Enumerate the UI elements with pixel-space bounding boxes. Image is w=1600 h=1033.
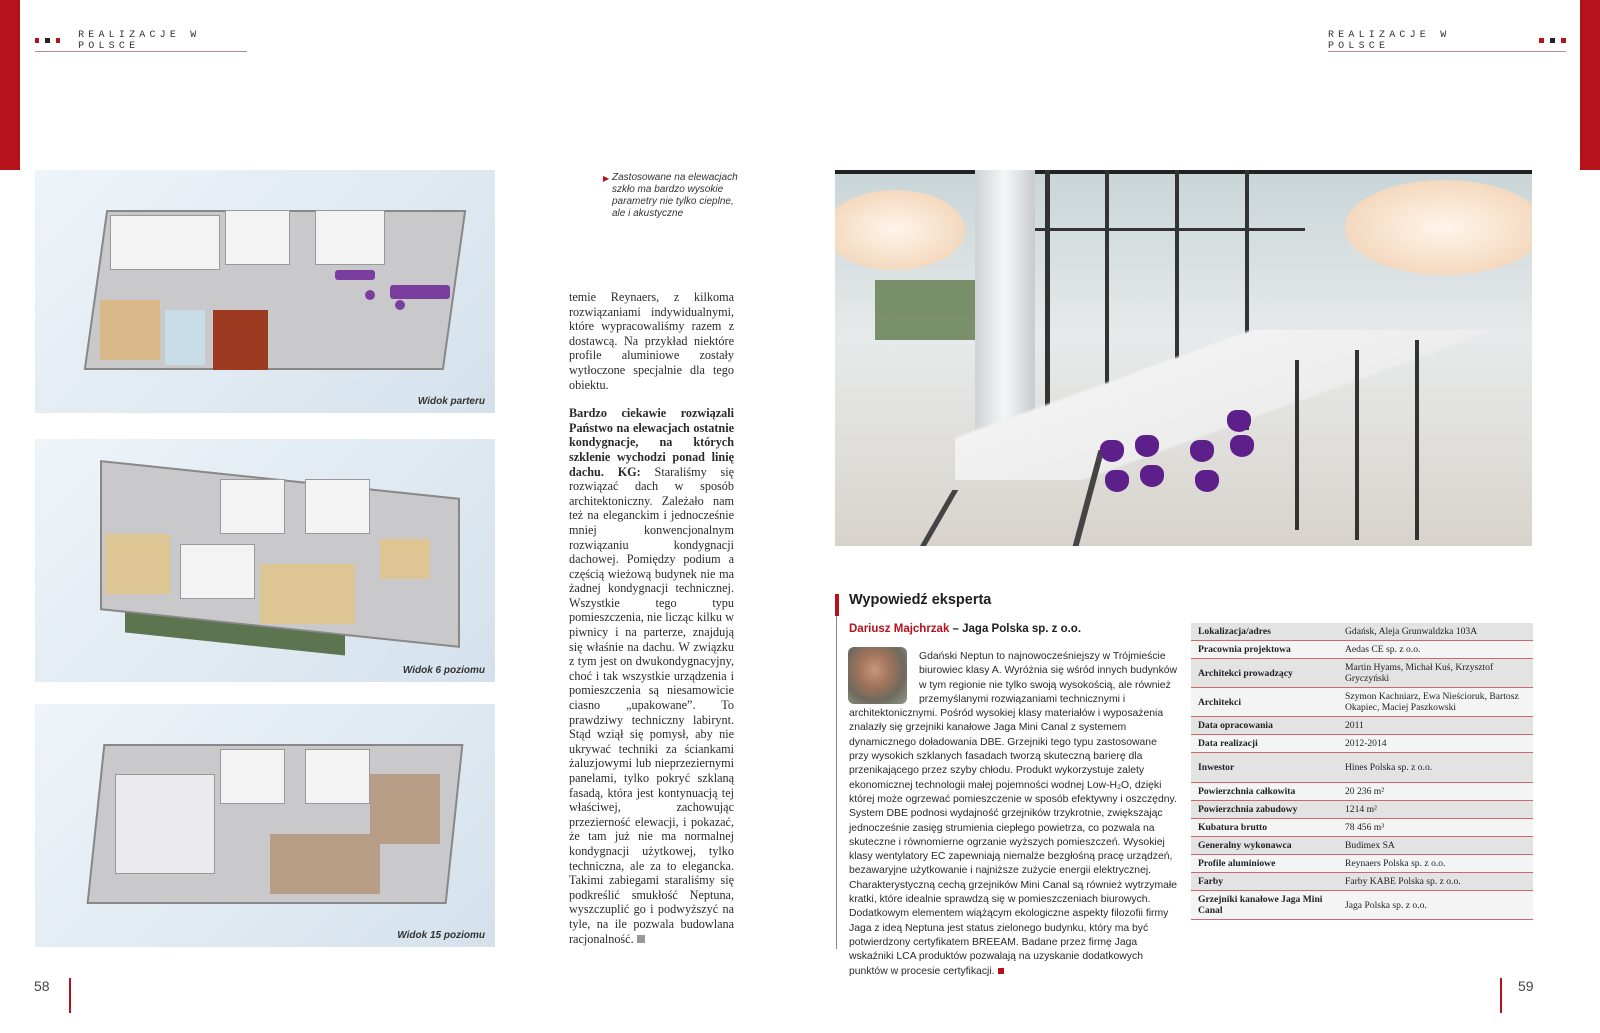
folio-rule bbox=[1500, 978, 1502, 1013]
table-row bbox=[1191, 753, 1533, 783]
plan-caption: Widok parteru bbox=[417, 396, 485, 407]
fact-label: Architekci bbox=[1191, 688, 1338, 717]
fact-value: 20 236 m² bbox=[1338, 783, 1533, 801]
fact-value: Farby KABE Polska sp. z o.o. bbox=[1338, 873, 1533, 891]
article-column bbox=[569, 290, 734, 960]
fact-label: Lokalizacja/adres bbox=[1191, 623, 1338, 641]
fact-label: Inwestor bbox=[1191, 753, 1338, 783]
fact-label: Kubatura brutto bbox=[1191, 819, 1338, 837]
article-qa bbox=[569, 406, 734, 946]
table-row bbox=[1191, 891, 1533, 920]
plan-caption: Widok 15 poziomu bbox=[397, 930, 485, 941]
table-row bbox=[1191, 855, 1533, 873]
table-row bbox=[1191, 819, 1533, 837]
triangle-bullet-icon: ▶ bbox=[603, 174, 610, 183]
fact-value: 1214 m² bbox=[1338, 801, 1533, 819]
project-facts-table bbox=[1191, 623, 1533, 920]
accent-bar bbox=[835, 594, 839, 616]
pull-quote bbox=[603, 172, 742, 220]
fact-label: Pracownia projektowa bbox=[1191, 641, 1338, 659]
expert-body bbox=[849, 650, 1179, 979]
expert-name: Dariusz Majchrzak bbox=[849, 623, 950, 635]
fact-value: 2011 bbox=[1338, 717, 1533, 735]
box-rule bbox=[836, 616, 837, 949]
left-page-red-tab bbox=[0, 0, 20, 170]
end-mark-icon bbox=[637, 935, 645, 943]
expert-byline bbox=[849, 623, 1081, 635]
fact-value: Szymon Kachniarz, Ewa Nieścioruk, Bartosz Okapiec, Maciej Paszkowski bbox=[1338, 688, 1533, 717]
floor-plan-ground-image bbox=[35, 170, 495, 413]
square-bullet-icon bbox=[1561, 38, 1566, 43]
running-head-left bbox=[35, 29, 247, 52]
fact-value: Gdańsk, Aleja Grunwaldzka 103A bbox=[1338, 623, 1533, 641]
fact-label: Powierzchnia całkowita bbox=[1191, 783, 1338, 801]
section-title: REALIZACJE W POLSCE bbox=[1327, 29, 1451, 52]
fact-value: Reynaers Polska sp. z o.o. bbox=[1338, 855, 1533, 873]
article-paragraph: temie Reynaers, z kilkoma rozwiązaniami indywidualnymi, które wypracowaliśmy razem z dostawcą. Na przykład niektóre profile aluminiowe zostały wytłoczone specjalnie dla tego obiektu. bbox=[569, 290, 734, 392]
fact-value: 78 456 m³ bbox=[1338, 819, 1533, 837]
table-row bbox=[1191, 688, 1533, 717]
fact-label: Profile aluminiowe bbox=[1191, 855, 1338, 873]
fact-label: Architekci prowadzący bbox=[1191, 659, 1338, 688]
square-bullet-icon bbox=[35, 38, 39, 43]
running-head-right bbox=[1327, 29, 1566, 52]
pull-quote-text: Zastosowane na elewacjach szkło ma bardzo wysokie parametry nie tylko cieplne, ale i akustyczne bbox=[612, 172, 738, 219]
fact-value: Aedas CE sp. z o.o. bbox=[1338, 641, 1533, 659]
fact-value: 2012-2014 bbox=[1338, 735, 1533, 753]
square-bullet-icon bbox=[56, 38, 60, 43]
plan-caption: Widok 6 poziomu bbox=[402, 665, 485, 676]
table-row bbox=[1191, 837, 1533, 855]
fact-label: Farby bbox=[1191, 873, 1338, 891]
square-bullet-icon bbox=[1539, 38, 1544, 43]
fact-label: Generalny wykonawca bbox=[1191, 837, 1338, 855]
table-row bbox=[1191, 783, 1533, 801]
table-row bbox=[1191, 659, 1533, 688]
expert-text: Gdański Neptun to najnowocześniejszy w Trójmieście biurowiec klasy A. Wyróżnia się wśród innych budynków w tym regionie nie tylko swoją wysokością, ale również przemyślanymi rozwiązaniami technicznymi i architektonicznymi. Pośród wysokiej klasy materiałów i wyposażenia znalazły się grzejniki kanałowe Jaga Mini Canal z systemem dynamicznego doładowania DBE. Grzejniki tego typu zastosowane przy wysokich szklanych fasadach tworzą skuteczną barierę dla przenikającego przez szyby chłodu. Produkt wykorzystuje zalety ekonomicznej technologii małej pojemności wodnej Low-H₂O, dzięki której może ogrzewać pomieszczenie w sposób efektywny i oszczędny. System DBE podnosi wydajność grzejników trzykrotnie, zwiększając jednocześnie zasięg strumienia ciepłego powietrza, co pozwala na skuteczne i równomierne ogrzanie wyższych pomieszczeń. Wysokiej klasy wentylatory EC zapewniają niemalże bezgłośną pracę urządzeń, bezawaryjne użytkowanie i najniższe zużycie energii elektrycznej. Charakterystyczną cechą grzejników Mini Canal są również wytrzymałe kratki, które idealnie sprawdzą się w pomieszczeniach biurowych. Dodatkowym elementem wiążącym ekologiczne aspekty filozofii firmy Jaga z ideą Neptuna jest status zielonego budynku, który ma być potwierdzony certyfikatem BREEAM. Badane przez firmę Jaga wskaźniki LCA produktów pozwalają na uzyskanie dodatkowych punktów w procesie certyfikacji. bbox=[849, 651, 1178, 977]
end-mark-icon bbox=[998, 968, 1004, 974]
table-row bbox=[1191, 641, 1533, 659]
table-row bbox=[1191, 717, 1533, 735]
table-row bbox=[1191, 623, 1533, 641]
fact-label: Data opracowania bbox=[1191, 717, 1338, 735]
square-bullet-icon bbox=[1550, 38, 1555, 43]
section-title: REALIZACJE W POLSCE bbox=[78, 29, 201, 52]
fact-value: Budimex SA bbox=[1338, 837, 1533, 855]
right-page-red-tab bbox=[1580, 0, 1600, 170]
folio-rule bbox=[69, 978, 71, 1013]
interview-answer: Staraliśmy się rozwiązać dach w sposób architektoniczny. Zależało nam też na eleganckim i jednocześnie mniej konwencjonalnym rozwiązaniu kondygnacji dachowej. Pomiędzy podium a częścią wieżową budynek nie ma żadnej kondygnacji technicznej. Wszystkie tego typu pomieszczenia, nie licząc kilku w piwnicy i na parterze, znajdują się właśnie na dachu. W związku z tym jest on dwukondygnacyjny, choć i tak wszystkie urządzenia i pomieszczenia są niesamowicie ciasno „upakowane”. To prawdziwy techniczny labirynt. Stąd wziął się pomysł, aby nie ukrywać techniki za ściankami żaluzjowymi lub nieprzeziernymi panelami, tylko pokryć szklaną fasadą, która jest kontynuacją tej właściwej, zachowując przezierność elewacji, i pokazać, że tam już nie ma normalnej kondygnacji użytkowej, tylko techniczna, ale za to elegancka. Takimi zabiegami staraliśmy się podkreślić smukłość Neptuna, wyszczuplić go i podwyższyć na tyle, na ile pozwala budowlana racjonalność. bbox=[569, 464, 735, 946]
fact-label: Data realizacji bbox=[1191, 735, 1338, 753]
floor-plan-level15-image bbox=[35, 704, 495, 947]
page-number-left: 58 bbox=[34, 978, 50, 994]
expert-heading: Wypowiedź eksperta bbox=[849, 592, 992, 608]
fact-value: Jaga Polska sp. z o.o. bbox=[1338, 891, 1533, 920]
square-bullet-icon bbox=[45, 38, 49, 43]
fact-label: Powierzchnia zabudowy bbox=[1191, 801, 1338, 819]
fact-value: Hines Polska sp. z o.o. bbox=[1338, 753, 1533, 783]
table-row bbox=[1191, 735, 1533, 753]
fact-value: Martin Hyams, Michał Kuś, Krzysztof Gryczyński bbox=[1338, 659, 1533, 688]
page-number-right: 59 bbox=[1518, 978, 1534, 994]
table-row bbox=[1191, 801, 1533, 819]
floor-plan-level6-image bbox=[35, 439, 495, 682]
fact-label: Grzejniki kanałowe Jaga Mini Canal bbox=[1191, 891, 1338, 920]
interview-question: Bardzo ciekawie rozwiązali Państwo na elewacjach ostatnie kondygnacje, na których szklenie wychodzi ponad linię dachu. bbox=[569, 406, 734, 479]
lobby-staircase-photo bbox=[835, 170, 1532, 546]
answer-speaker-label: KG: bbox=[617, 464, 641, 479]
table-row bbox=[1191, 873, 1533, 891]
expert-company: – Jaga Polska sp. z o.o. bbox=[949, 623, 1082, 635]
